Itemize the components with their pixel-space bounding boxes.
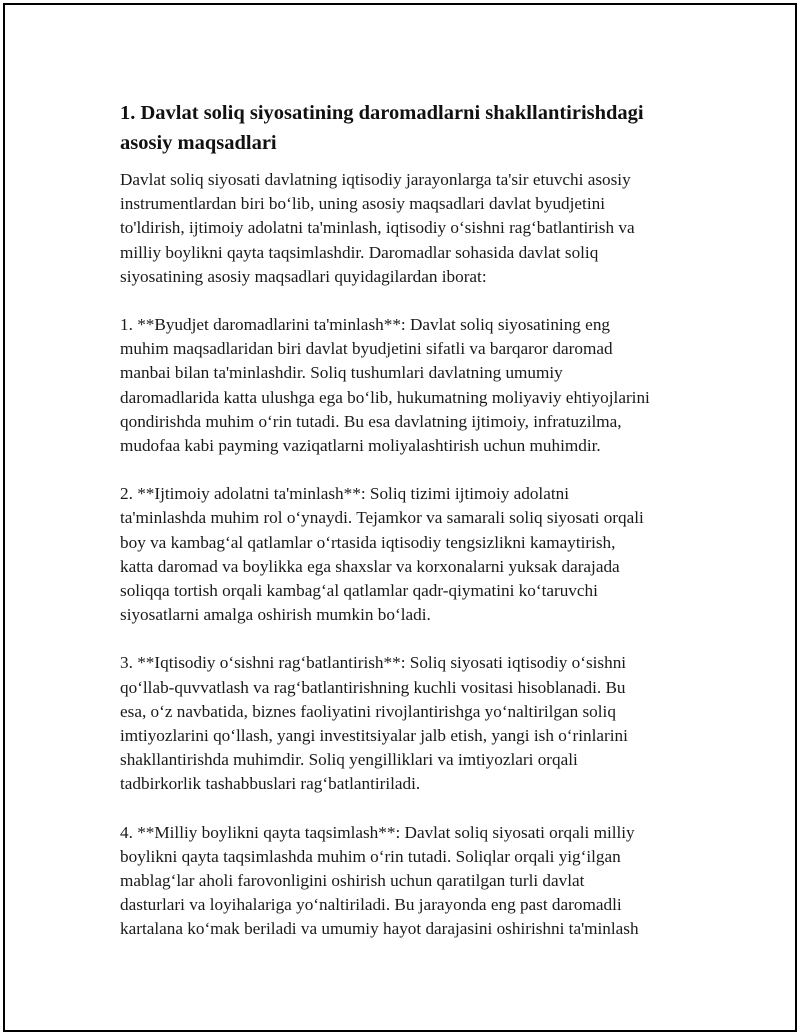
text-line: Davlat soliq siyosati davlatning iqtisodiy jarayonlarga ta'sir etuvchi asosiy: [120, 170, 631, 189]
text-line: instrumentlardan biri bo‘lib, uning asosiy maqsadlari davlat byudjetini: [120, 194, 605, 214]
text-line: kartalana ko‘mak beriladi va umumiy hayot darajasini oshirishni ta'minlash: [120, 919, 639, 939]
text-line: 1. **Byudjet daromadlarini ta'minlash**: Davlat soliq siyosatining eng: [120, 315, 611, 335]
document-page: [3, 3, 797, 1032]
text-line: siyosatining asosiy maqsadlari quyidagilardan iborat:: [120, 266, 487, 286]
text-line: qondirishda muhim o‘rin tutadi. Bu esa davlatning ijtimoiy, infratuzilma,: [120, 411, 622, 431]
text-line: soliqqa tortish orqali kambag‘al qatlamlar qadr-qiymatini ko‘taruvchi: [120, 581, 598, 601]
text-line: 4. **Milliy boylikni qayta taqsimlash**: Davlat soliq siyosati orqali milliy: [120, 822, 635, 842]
list-item-economic-growth: [120, 651, 700, 796]
text-line: boylikni qayta taqsimlashda muhim o‘rin tutadi. Soliqlar orqali yig‘ilgan: [120, 846, 621, 866]
text-line: boy va kambag‘al qatlamlar o‘rtasida iqtisodiy tengsizlikni kamaytirish,: [120, 532, 616, 552]
text-line: daromadlarida katta ulushga ega bo‘lib, hukumatning moliyaviy ehtiyojlarini: [120, 387, 650, 407]
text-line: siyosatlarni amalga oshirish mumkin bo‘ladi.: [120, 605, 431, 625]
document-body: [120, 98, 700, 966]
section-title: [120, 98, 700, 158]
intro-paragraph: [120, 168, 700, 289]
text-line: milliy boylikni qayta taqsimlashdir. Daromadlar sohasida davlat soliq: [120, 242, 599, 262]
text-line: dasturlari va loyihalariga yo‘naltiriladi. Bu jarayonda eng past daromadli: [120, 895, 622, 915]
text-line: to'ldirish, ijtimoiy adolatni ta'minlash, iqtisodiy o‘sishni rag‘batlantirish va: [120, 218, 635, 238]
text-line: esa, o‘z navbatida, biznes faoliyatini rivojlantirishga yo‘naltirilgan soliq: [120, 701, 616, 721]
text-line: katta daromad va boylikka ega shaxslar va korxonalarni yuksak darajada: [120, 556, 620, 576]
title-line: 1. Davlat soliq siyosatining daromadlarni shakllantirishdagi: [120, 102, 644, 124]
text-line: mablag‘lar aholi farovonligini oshirish uchun qaratilgan turli davlat: [120, 871, 585, 891]
text-line: muhim maqsadlaridan biri davlat byudjetini sifatli va barqaror daromad: [120, 339, 613, 359]
text-line: shakllantirishda muhimdir. Soliq yengilliklari va imtiyozlari orqali: [120, 750, 578, 770]
list-item-budget-revenue: [120, 313, 700, 458]
text-line: ta'minlashda muhim rol o‘ynaydi. Tejamkor va samarali soliq siyosati orqali: [120, 508, 644, 528]
title-line: asosiy maqsadlari: [120, 132, 277, 154]
text-line: tadbirkorlik tashabbuslari rag‘batlantiriladi.: [120, 774, 421, 794]
text-line: 3. **Iqtisodiy o‘sishni rag‘batlantirish**: Soliq siyosati iqtisodiy o‘sishni: [120, 653, 627, 673]
text-line: imtiyozlarini qo‘llash, yangi investitsiyalar jalb etish, yangi ish o‘rinlarini: [120, 726, 628, 746]
text-line: 2. **Ijtimoiy adolatni ta'minlash**: Soliq tizimi ijtimoiy adolatni: [120, 484, 569, 504]
list-item-social-justice: [120, 482, 700, 627]
text-line: manbai bilan ta'minlashdir. Soliq tushumlari davlatning umumiy: [120, 363, 563, 383]
text-line: mudofaa kabi payming vaziqatlarni moliyalashtirish uchun muhimdir.: [120, 436, 601, 456]
list-item-wealth-redistribution: [120, 821, 700, 942]
text-line: qo‘llab-quvvatlash va rag‘batlantirishning kuchli vositasi hisoblanadi. Bu: [120, 677, 626, 697]
